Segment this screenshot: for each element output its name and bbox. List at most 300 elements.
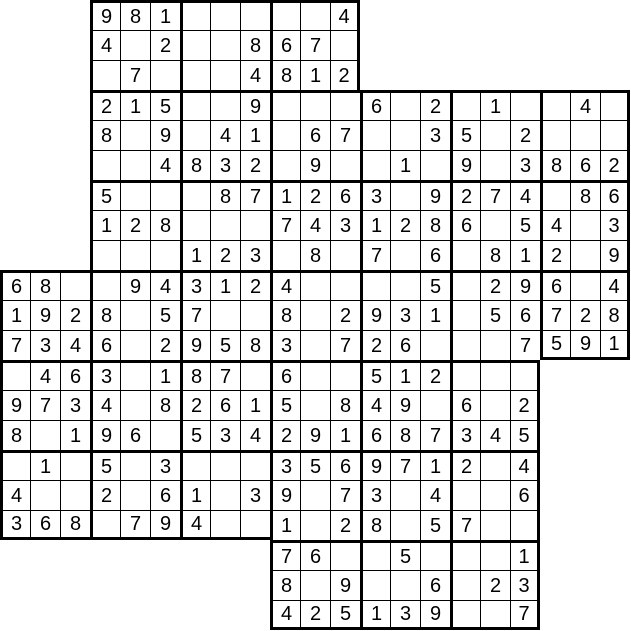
cell-r17c5-given-digit: 9: [150, 510, 180, 540]
cell-r20c13-given-digit: 3: [390, 600, 420, 630]
cell-r14c4-given-digit: 6: [120, 420, 150, 450]
cell-r11c8-given-digit: 8: [240, 330, 270, 360]
cell-r10c18-given-digit: 7: [540, 300, 570, 330]
cell-r10c20-given-digit: 8: [600, 300, 630, 330]
cell-r11c14-empty[interactable]: [420, 330, 450, 360]
cell-r7c9-given-digit: 7: [270, 210, 300, 240]
cell-r0c10-empty[interactable]: [300, 0, 330, 30]
cell-r8c4-empty[interactable]: [120, 240, 150, 270]
cell-r14c1-empty[interactable]: [30, 420, 60, 450]
cell-r20c15-empty[interactable]: [450, 600, 480, 630]
cell-r0c3-given-digit: 9: [90, 0, 120, 30]
cell-r13c16-empty[interactable]: [480, 390, 510, 420]
cell-r5c5-given-digit: 4: [150, 150, 180, 180]
cell-r11c12-given-digit: 2: [360, 330, 390, 360]
cell-r6c5-empty[interactable]: [150, 180, 180, 210]
cell-r12c4-empty[interactable]: [120, 360, 150, 390]
cell-r15c13-given-digit: 7: [390, 450, 420, 480]
cell-r12c16-empty[interactable]: [480, 360, 510, 390]
cell-r14c9-given-digit: 2: [270, 420, 300, 450]
cell-r11c15-empty[interactable]: [450, 330, 480, 360]
cell-r18c13-given-digit: 5: [390, 540, 420, 570]
cell-r17c13-empty[interactable]: [390, 510, 420, 540]
cell-r17c11-given-digit: 2: [330, 510, 360, 540]
cell-r4c6-empty[interactable]: [180, 120, 210, 150]
cell-r8c8-given-digit: 3: [240, 240, 270, 270]
cell-r11c11-given-digit: 7: [330, 330, 360, 360]
cell-r14c11-given-digit: 1: [330, 420, 360, 450]
cell-r17c7-empty[interactable]: [210, 510, 240, 540]
cell-r10c7-empty[interactable]: [210, 300, 240, 330]
cell-r3c12-given-digit: 6: [360, 90, 390, 120]
cell-r0c8-empty[interactable]: [240, 0, 270, 30]
cell-r5c14-empty[interactable]: [420, 150, 450, 180]
cell-r17c16-empty[interactable]: [480, 510, 510, 540]
cell-r11c2-given-digit: 4: [60, 330, 90, 360]
cell-r6c15-given-digit: 2: [450, 180, 480, 210]
cell-r12c17-empty[interactable]: [510, 360, 540, 390]
cell-r9c18-given-digit: 6: [540, 270, 570, 300]
cell-r4c10-given-digit: 6: [300, 120, 330, 150]
cell-r16c4-empty[interactable]: [120, 480, 150, 510]
cell-r10c10-empty[interactable]: [300, 300, 330, 330]
cell-r16c17-given-digit: 6: [510, 480, 540, 510]
cell-r19c13-empty[interactable]: [390, 570, 420, 600]
cell-r8c13-empty[interactable]: [390, 240, 420, 270]
cell-r20c17-given-digit: 7: [510, 600, 540, 630]
cell-r0c9-empty[interactable]: [270, 0, 300, 30]
cell-r20c9-given-digit: 4: [270, 600, 300, 630]
cell-r7c18-given-digit: 4: [540, 210, 570, 240]
cell-r9c14-given-digit: 5: [420, 270, 450, 300]
cell-r4c16-empty[interactable]: [480, 120, 510, 150]
cell-r12c5-given-digit: 1: [150, 360, 180, 390]
cell-r9c15-empty[interactable]: [450, 270, 480, 300]
cell-r19c15-empty[interactable]: [450, 570, 480, 600]
cell-r14c2-given-digit: 1: [60, 420, 90, 450]
cell-r4c17-given-digit: 2: [510, 120, 540, 150]
cell-r6c13-empty[interactable]: [390, 180, 420, 210]
cell-r6c10-given-digit: 2: [300, 180, 330, 210]
cell-r9c17-given-digit: 9: [510, 270, 540, 300]
cell-r1c4-empty[interactable]: [120, 30, 150, 60]
cell-r8c6-given-digit: 1: [180, 240, 210, 270]
cell-r9c6-given-digit: 3: [180, 270, 210, 300]
cell-r6c12-given-digit: 3: [360, 180, 390, 210]
cell-r17c10-empty[interactable]: [300, 510, 330, 540]
cell-r5c11-empty[interactable]: [330, 150, 360, 180]
cell-r13c10-empty[interactable]: [300, 390, 330, 420]
cell-r3c18-empty[interactable]: [540, 90, 570, 120]
cell-r1c6-empty[interactable]: [180, 30, 210, 60]
cell-r11c10-empty[interactable]: [300, 330, 330, 360]
cell-r1c9-given-digit: 6: [270, 30, 300, 60]
cell-r4c11-given-digit: 7: [330, 120, 360, 150]
cell-r16c10-empty[interactable]: [300, 480, 330, 510]
cell-r11c18-given-digit: 5: [540, 330, 570, 360]
cell-r10c17-given-digit: 6: [510, 300, 540, 330]
cell-r6c3-given-digit: 5: [90, 180, 120, 210]
cell-r10c15-empty[interactable]: [450, 300, 480, 330]
cell-r4c13-empty[interactable]: [390, 120, 420, 150]
cell-r19c9-given-digit: 8: [270, 570, 300, 600]
cell-r11c19-given-digit: 9: [570, 330, 600, 360]
cell-r3c5-given-digit: 5: [150, 90, 180, 120]
cell-r16c0-given-digit: 4: [0, 480, 30, 510]
cell-r16c8-given-digit: 3: [240, 480, 270, 510]
cell-r15c16-empty[interactable]: [480, 450, 510, 480]
cell-r13c1-given-digit: 7: [30, 390, 60, 420]
cell-r2c3-empty[interactable]: [90, 60, 120, 90]
cell-r5c3-empty[interactable]: [90, 150, 120, 180]
cell-r16c3-given-digit: 2: [90, 480, 120, 510]
cell-r7c16-empty[interactable]: [480, 210, 510, 240]
cell-r13c17-given-digit: 2: [510, 390, 540, 420]
cell-r3c6-empty[interactable]: [180, 90, 210, 120]
cell-r5c12-empty[interactable]: [360, 150, 390, 180]
cell-r3c14-given-digit: 2: [420, 90, 450, 120]
cell-r15c5-given-digit: 3: [150, 450, 180, 480]
cell-r13c2-given-digit: 3: [60, 390, 90, 420]
cell-r3c8-given-digit: 9: [240, 90, 270, 120]
cell-r13c15-given-digit: 6: [450, 390, 480, 420]
cell-r14c0-given-digit: 8: [0, 420, 30, 450]
cell-r6c18-empty[interactable]: [540, 180, 570, 210]
cell-r6c11-given-digit: 6: [330, 180, 360, 210]
cell-r9c7-given-digit: 1: [210, 270, 240, 300]
cell-r1c3-given-digit: 4: [90, 30, 120, 60]
cell-r15c0-empty[interactable]: [0, 450, 30, 480]
cell-r11c5-given-digit: 2: [150, 330, 180, 360]
cell-r6c16-given-digit: 7: [480, 180, 510, 210]
cell-r15c3-given-digit: 5: [90, 450, 120, 480]
cell-r15c11-given-digit: 6: [330, 450, 360, 480]
cell-r15c15-given-digit: 2: [450, 450, 480, 480]
cell-r20c11-given-digit: 5: [330, 600, 360, 630]
cell-r3c17-empty[interactable]: [510, 90, 540, 120]
cell-r9c10-empty[interactable]: [300, 270, 330, 300]
cell-r7c11-given-digit: 3: [330, 210, 360, 240]
cell-r9c11-empty[interactable]: [330, 270, 360, 300]
cell-r6c8-given-digit: 7: [240, 180, 270, 210]
cell-r18c17-given-digit: 1: [510, 540, 540, 570]
cell-r9c5-given-digit: 4: [150, 270, 180, 300]
cell-r5c13-given-digit: 1: [390, 150, 420, 180]
cell-r3c19-given-digit: 4: [570, 90, 600, 120]
cell-r18c15-empty[interactable]: [450, 540, 480, 570]
cell-r3c16-given-digit: 1: [480, 90, 510, 120]
cell-r9c19-empty[interactable]: [570, 270, 600, 300]
cell-r6c4-empty[interactable]: [120, 180, 150, 210]
cell-r12c14-given-digit: 2: [420, 360, 450, 390]
cell-r8c7-given-digit: 2: [210, 240, 240, 270]
cell-r12c7-given-digit: 7: [210, 360, 240, 390]
cell-r15c10-given-digit: 5: [300, 450, 330, 480]
cell-r5c6-given-digit: 8: [180, 150, 210, 180]
cell-r16c9-given-digit: 9: [270, 480, 300, 510]
cell-r15c1-given-digit: 1: [30, 450, 60, 480]
cell-r11c16-empty[interactable]: [480, 330, 510, 360]
cell-r4c5-given-digit: 9: [150, 120, 180, 150]
cell-r17c9-given-digit: 1: [270, 510, 300, 540]
cell-r11c0-given-digit: 7: [0, 330, 30, 360]
cell-r0c11-given-digit: 4: [330, 0, 360, 30]
cell-r7c7-empty[interactable]: [210, 210, 240, 240]
cell-r19c17-given-digit: 3: [510, 570, 540, 600]
cell-r5c9-empty[interactable]: [270, 150, 300, 180]
cell-r6c19-given-digit: 8: [570, 180, 600, 210]
cell-r7c15-given-digit: 6: [450, 210, 480, 240]
cell-r13c7-given-digit: 6: [210, 390, 240, 420]
cell-r17c1-given-digit: 6: [30, 510, 60, 540]
cell-r12c0-empty[interactable]: [0, 360, 30, 390]
cell-r17c17-empty[interactable]: [510, 510, 540, 540]
cell-r12c9-given-digit: 6: [270, 360, 300, 390]
cell-r16c2-empty[interactable]: [60, 480, 90, 510]
cell-r15c6-empty[interactable]: [180, 450, 210, 480]
cell-r18c14-empty[interactable]: [420, 540, 450, 570]
cell-r17c12-given-digit: 8: [360, 510, 390, 540]
cell-r17c15-given-digit: 7: [450, 510, 480, 540]
cell-r10c12-given-digit: 9: [360, 300, 390, 330]
cell-r4c4-empty[interactable]: [120, 120, 150, 150]
cell-r3c11-empty[interactable]: [330, 90, 360, 120]
cell-r20c10-given-digit: 2: [300, 600, 330, 630]
cell-r2c9-given-digit: 8: [270, 60, 300, 90]
cell-r8c19-empty[interactable]: [570, 240, 600, 270]
cell-r15c2-empty[interactable]: [60, 450, 90, 480]
cell-r7c17-given-digit: 5: [510, 210, 540, 240]
cell-r13c8-given-digit: 1: [240, 390, 270, 420]
cell-r2c6-empty[interactable]: [180, 60, 210, 90]
cell-r20c12-given-digit: 1: [360, 600, 390, 630]
cell-r4c12-empty[interactable]: [360, 120, 390, 150]
cell-r18c16-empty[interactable]: [480, 540, 510, 570]
cell-r13c14-empty[interactable]: [420, 390, 450, 420]
cell-r13c9-given-digit: 5: [270, 390, 300, 420]
cell-r16c1-empty[interactable]: [30, 480, 60, 510]
cell-r16c16-empty[interactable]: [480, 480, 510, 510]
cell-r11c17-given-digit: 7: [510, 330, 540, 360]
cell-r7c13-given-digit: 2: [390, 210, 420, 240]
cell-r5c18-given-digit: 8: [540, 150, 570, 180]
cell-r8c18-given-digit: 2: [540, 240, 570, 270]
cell-r6c14-given-digit: 9: [420, 180, 450, 210]
cell-r13c3-given-digit: 4: [90, 390, 120, 420]
cell-r16c14-given-digit: 4: [420, 480, 450, 510]
cell-r12c12-given-digit: 5: [360, 360, 390, 390]
cell-r5c15-given-digit: 9: [450, 150, 480, 180]
cell-r13c4-empty[interactable]: [120, 390, 150, 420]
cell-r4c3-given-digit: 8: [90, 120, 120, 150]
cell-r3c10-empty[interactable]: [300, 90, 330, 120]
cell-r4c19-empty[interactable]: [570, 120, 600, 150]
cell-r13c6-given-digit: 2: [180, 390, 210, 420]
cell-r3c13-empty[interactable]: [390, 90, 420, 120]
cell-r14c15-given-digit: 3: [450, 420, 480, 450]
cell-r5c7-given-digit: 3: [210, 150, 240, 180]
cell-r11c20-given-digit: 1: [600, 330, 630, 360]
cell-r6c20-given-digit: 6: [600, 180, 630, 210]
cell-r20c16-empty[interactable]: [480, 600, 510, 630]
cell-r8c3-empty[interactable]: [90, 240, 120, 270]
cell-r13c13-given-digit: 9: [390, 390, 420, 420]
cell-r17c3-empty[interactable]: [90, 510, 120, 540]
cell-r14c5-empty[interactable]: [150, 420, 180, 450]
cell-r5c20-given-digit: 2: [600, 150, 630, 180]
cell-r1c8-given-digit: 8: [240, 30, 270, 60]
cell-r2c4-given-digit: 7: [120, 60, 150, 90]
cell-r11c13-given-digit: 6: [390, 330, 420, 360]
cell-r10c8-empty[interactable]: [240, 300, 270, 330]
cell-r3c15-empty[interactable]: [450, 90, 480, 120]
cell-r10c5-given-digit: 5: [150, 300, 180, 330]
cell-r19c10-empty[interactable]: [300, 570, 330, 600]
cell-r16c11-given-digit: 7: [330, 480, 360, 510]
cell-r3c4-given-digit: 1: [120, 90, 150, 120]
cell-r15c9-given-digit: 3: [270, 450, 300, 480]
cell-r3c3-given-digit: 2: [90, 90, 120, 120]
cell-r8c11-empty[interactable]: [330, 240, 360, 270]
cell-r18c10-given-digit: 6: [300, 540, 330, 570]
cell-r12c15-empty[interactable]: [450, 360, 480, 390]
cell-r16c7-empty[interactable]: [210, 480, 240, 510]
cell-r7c12-given-digit: 1: [360, 210, 390, 240]
cell-r0c7-empty[interactable]: [210, 0, 240, 30]
cell-r19c14-given-digit: 6: [420, 570, 450, 600]
cell-r9c13-empty[interactable]: [390, 270, 420, 300]
cell-r5c17-given-digit: 3: [510, 150, 540, 180]
cell-r10c1-given-digit: 9: [30, 300, 60, 330]
cell-r14c16-given-digit: 4: [480, 420, 510, 450]
cell-r17c2-given-digit: 8: [60, 510, 90, 540]
cell-r9c8-given-digit: 2: [240, 270, 270, 300]
cell-r1c10-given-digit: 7: [300, 30, 330, 60]
cell-r10c3-given-digit: 8: [90, 300, 120, 330]
cell-r2c5-empty[interactable]: [150, 60, 180, 90]
cell-r14c3-given-digit: 9: [90, 420, 120, 450]
cell-r15c8-empty[interactable]: [240, 450, 270, 480]
cell-r14c6-given-digit: 5: [180, 420, 210, 450]
cell-r17c4-given-digit: 7: [120, 510, 150, 540]
cell-r14c14-given-digit: 7: [420, 420, 450, 450]
cell-r4c9-empty[interactable]: [270, 120, 300, 150]
cell-r15c14-given-digit: 1: [420, 450, 450, 480]
cell-r19c11-given-digit: 9: [330, 570, 360, 600]
cell-r0c6-empty[interactable]: [180, 0, 210, 30]
cell-r10c14-given-digit: 1: [420, 300, 450, 330]
cell-r8c14-given-digit: 6: [420, 240, 450, 270]
cell-r12c13-given-digit: 1: [390, 360, 420, 390]
cell-r3c7-empty[interactable]: [210, 90, 240, 120]
cell-r17c0-given-digit: 3: [0, 510, 30, 540]
cell-r7c3-given-digit: 1: [90, 210, 120, 240]
cell-r14c12-given-digit: 6: [360, 420, 390, 450]
cell-r14c7-given-digit: 3: [210, 420, 240, 450]
cell-r14c10-given-digit: 9: [300, 420, 330, 450]
cell-r1c11-empty[interactable]: [330, 30, 360, 60]
cell-r6c6-empty[interactable]: [180, 180, 210, 210]
cell-r6c9-given-digit: 1: [270, 180, 300, 210]
cell-r1c7-empty[interactable]: [210, 30, 240, 60]
cell-r9c12-empty[interactable]: [360, 270, 390, 300]
cell-r8c5-empty[interactable]: [150, 240, 180, 270]
cell-r10c19-given-digit: 2: [570, 300, 600, 330]
cell-r11c3-given-digit: 6: [90, 330, 120, 360]
cell-r9c9-given-digit: 4: [270, 270, 300, 300]
cell-r12c1-given-digit: 4: [30, 360, 60, 390]
cell-r7c8-empty[interactable]: [240, 210, 270, 240]
cell-r13c11-given-digit: 8: [330, 390, 360, 420]
cell-r8c12-given-digit: 7: [360, 240, 390, 270]
cell-r12c11-empty[interactable]: [330, 360, 360, 390]
cell-r11c4-empty[interactable]: [120, 330, 150, 360]
cell-r5c16-empty[interactable]: [480, 150, 510, 180]
cell-r16c13-empty[interactable]: [390, 480, 420, 510]
cell-r5c4-empty[interactable]: [120, 150, 150, 180]
cell-r11c6-given-digit: 9: [180, 330, 210, 360]
cell-r1c5-given-digit: 2: [150, 30, 180, 60]
cell-r16c5-given-digit: 6: [150, 480, 180, 510]
cell-r10c9-given-digit: 8: [270, 300, 300, 330]
cell-r9c20-given-digit: 4: [600, 270, 630, 300]
cell-r7c10-given-digit: 4: [300, 210, 330, 240]
cell-r9c3-empty[interactable]: [90, 270, 120, 300]
cell-r11c7-given-digit: 5: [210, 330, 240, 360]
cell-r7c19-empty[interactable]: [570, 210, 600, 240]
cell-r4c18-empty[interactable]: [540, 120, 570, 150]
cell-r3c9-empty[interactable]: [270, 90, 300, 120]
cell-r8c15-empty[interactable]: [450, 240, 480, 270]
cell-r12c8-empty[interactable]: [240, 360, 270, 390]
cell-r14c8-given-digit: 4: [240, 420, 270, 450]
cell-r10c6-given-digit: 7: [180, 300, 210, 330]
cell-r18c11-empty[interactable]: [330, 540, 360, 570]
cell-r15c7-empty[interactable]: [210, 450, 240, 480]
cell-r14c17-given-digit: 5: [510, 420, 540, 450]
cell-r8c20-given-digit: 9: [600, 240, 630, 270]
cell-r18c12-empty[interactable]: [360, 540, 390, 570]
cell-r0c5-given-digit: 1: [150, 0, 180, 30]
cell-r9c1-given-digit: 8: [30, 270, 60, 300]
cell-r2c11-given-digit: 2: [330, 60, 360, 90]
cell-r8c9-empty[interactable]: [270, 240, 300, 270]
cell-r9c4-given-digit: 9: [120, 270, 150, 300]
cell-r17c8-empty[interactable]: [240, 510, 270, 540]
cell-r2c7-empty[interactable]: [210, 60, 240, 90]
cell-r4c20-empty[interactable]: [600, 120, 630, 150]
cell-r12c6-given-digit: 8: [180, 360, 210, 390]
cell-r18c9-given-digit: 7: [270, 540, 300, 570]
cell-r16c15-empty[interactable]: [450, 480, 480, 510]
cell-r8c17-given-digit: 1: [510, 240, 540, 270]
cell-r10c4-empty[interactable]: [120, 300, 150, 330]
cell-r13c5-given-digit: 8: [150, 390, 180, 420]
cell-r10c16-given-digit: 5: [480, 300, 510, 330]
cell-r12c10-empty[interactable]: [300, 360, 330, 390]
cell-r9c2-empty[interactable]: [60, 270, 90, 300]
cell-r10c2-given-digit: 2: [60, 300, 90, 330]
cell-r5c8-given-digit: 2: [240, 150, 270, 180]
cell-r15c4-empty[interactable]: [120, 450, 150, 480]
cell-r7c4-given-digit: 2: [120, 210, 150, 240]
cell-r8c16-given-digit: 8: [480, 240, 510, 270]
cell-r19c12-empty[interactable]: [360, 570, 390, 600]
cell-r4c7-given-digit: 4: [210, 120, 240, 150]
cell-r3c20-empty[interactable]: [600, 90, 630, 120]
cell-r7c6-empty[interactable]: [180, 210, 210, 240]
cell-r16c6-given-digit: 1: [180, 480, 210, 510]
